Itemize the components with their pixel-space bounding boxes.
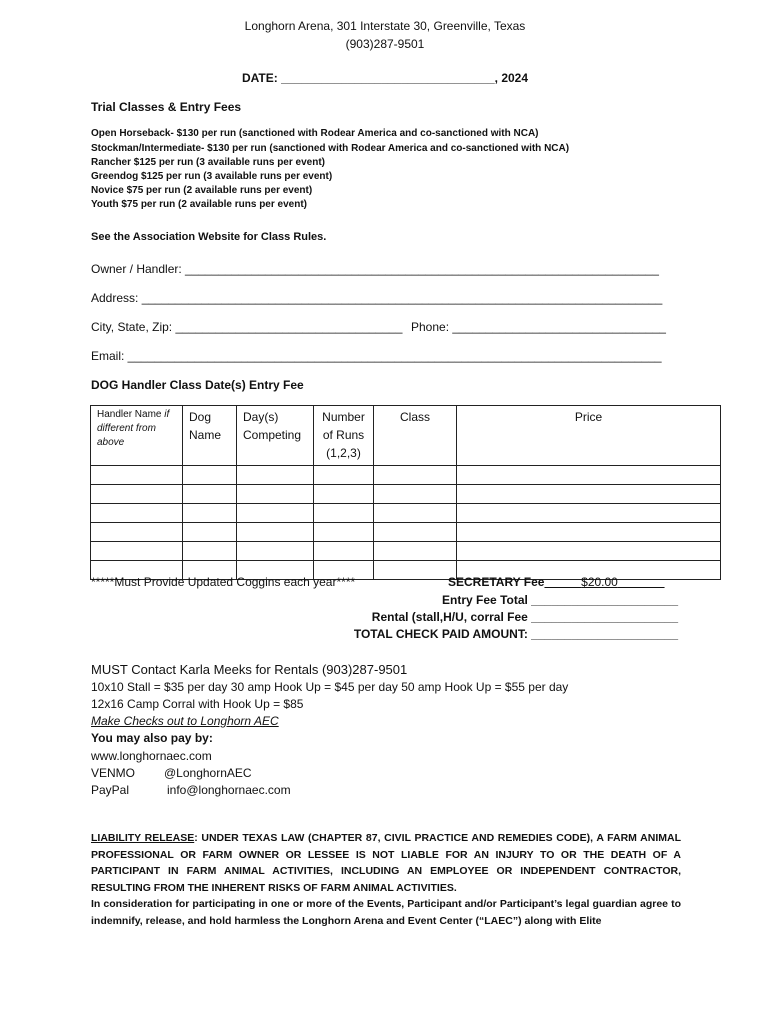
cell[interactable]	[91, 466, 183, 485]
cell[interactable]	[237, 542, 314, 561]
table-row[interactable]	[91, 542, 721, 561]
cell[interactable]	[457, 542, 721, 561]
pay-options-title: You may also pay by:	[91, 731, 213, 745]
entry-fee-total-field[interactable]: Entry Fee Total ______________________	[442, 593, 678, 607]
col-handler-note: if different from above	[97, 409, 170, 448]
cell[interactable]	[91, 485, 183, 504]
cell[interactable]	[237, 523, 314, 542]
camp-corral-line: 12x16 Camp Corral with Hook Up = $85	[91, 697, 304, 711]
venmo-label: VENMO	[91, 766, 136, 780]
cell[interactable]	[183, 485, 237, 504]
entry-table-title: DOG Handler Class Date(s) Entry Fee	[91, 378, 304, 392]
cell[interactable]	[91, 523, 183, 542]
cell[interactable]	[314, 485, 374, 504]
cell[interactable]	[237, 504, 314, 523]
owner-handler-field[interactable]: Owner / Handler: _______________________________________________________________________	[91, 262, 659, 276]
cell[interactable]	[374, 542, 457, 561]
col-number-of-runs: Number of Runs (1,2,3)	[314, 406, 374, 466]
paypal-email[interactable]: info@longhornaec.com	[167, 783, 291, 797]
cell[interactable]	[374, 523, 457, 542]
cell[interactable]	[457, 466, 721, 485]
cell[interactable]	[237, 466, 314, 485]
coggins-note: *****Must Provide Updated Coggins each year****	[91, 575, 356, 589]
class-fee-line: Rancher $125 per run (3 available runs per event)	[91, 157, 325, 168]
table-header-row	[91, 406, 721, 466]
rental-fee-field[interactable]: Rental (stall,H/U, corral Fee ______________________	[371, 610, 678, 624]
arena-phone: (903)287-9501	[345, 37, 425, 51]
rental-prices-line: 10x10 Stall = $35 per day 30 amp Hook Up = $45 per day 50 amp Hook Up = $55 per day	[91, 680, 569, 694]
cell[interactable]	[374, 504, 457, 523]
website-link[interactable]: www.longhornaec.com	[91, 749, 212, 763]
class-fee-line: Greendog $125 per run (3 available runs per event)	[91, 171, 333, 182]
cell[interactable]	[457, 504, 721, 523]
class-fee-line: Stockman/Intermediate- $130 per run (sanctioned with Rodear America and co-sanctioned with NCA)	[91, 143, 570, 154]
col-class: Class	[374, 406, 457, 466]
col-handler-name	[91, 406, 183, 466]
rental-contact: MUST Contact Karla Meeks for Rentals (903)287-9501	[91, 662, 408, 677]
secretary-fee-amount: $20.00	[581, 575, 618, 589]
table-row[interactable]	[91, 466, 721, 485]
liability-release-body: : UNDER TEXAS LAW (CHAPTER 87, CIVIL PRACTICE AND REMEDIES CODE), A FARM ANIMAL PROFESSIONAL OR FARM OWNER OR LESSEE IS NOT LIABLE FOR AN INJURY TO OR THE DEATH OF A PARTICIPANT IN FARM ANIMAL ACTIVITIES, INCLUDING AN EMPLOYEE OR INDEPENDENT CONTRACTOR, RESULTING FROM THE INHERENT RISKS OF FARM ANIMAL ACTIVITIES.	[91, 832, 682, 894]
city-state-zip-field[interactable]: City, State, Zip: __________________________________	[91, 320, 403, 334]
cell[interactable]	[314, 504, 374, 523]
cell[interactable]	[374, 466, 457, 485]
cell[interactable]	[237, 485, 314, 504]
classes-title: Trial Classes & Entry Fees	[91, 100, 242, 114]
total-check-field[interactable]: TOTAL CHECK PAID AMOUNT: ______________________	[353, 627, 678, 641]
cell[interactable]	[91, 542, 183, 561]
entry-table	[90, 405, 721, 580]
class-fee-line: Open Horseback- $130 per run (sanctioned with Rodear America and co-sanctioned with NCA)	[91, 128, 539, 139]
secretary-fee	[448, 575, 665, 589]
table-row[interactable]	[91, 523, 721, 542]
col-handler-label: Handler Name	[97, 409, 162, 420]
col-dog-name: Dog Name	[183, 406, 237, 466]
table-row[interactable]	[91, 485, 721, 504]
venmo-handle: @LonghornAEC	[164, 766, 252, 780]
cell[interactable]	[183, 504, 237, 523]
cell[interactable]	[183, 542, 237, 561]
cell[interactable]	[91, 504, 183, 523]
rules-note: See the Association Website for Class Rules.	[91, 231, 327, 243]
cell[interactable]	[314, 523, 374, 542]
secretary-fee-label: SECRETARY Fee	[448, 575, 545, 589]
col-price: Price	[457, 406, 721, 466]
make-checks-note: Make Checks out to Longhorn AEC	[91, 714, 279, 728]
liability-release-label: LIABILITY RELEASE	[91, 832, 195, 844]
class-fee-line: Novice $75 per run (2 available runs per event)	[91, 185, 313, 196]
col-days-competing: Day(s) Competing	[237, 406, 314, 466]
arena-address: Longhorn Arena, 301 Interstate 30, Greenville, Texas	[244, 19, 526, 33]
liability-release-text	[91, 830, 681, 896]
address-field[interactable]: Address: ______________________________________________________________________________	[91, 291, 663, 305]
cell[interactable]	[314, 542, 374, 561]
phone-field[interactable]: Phone: ________________________________	[411, 320, 666, 334]
secretary-fee-value	[544, 575, 664, 589]
table-row[interactable]	[91, 504, 721, 523]
cell[interactable]	[183, 466, 237, 485]
cell[interactable]	[314, 466, 374, 485]
paypal-label: PayPal	[91, 783, 130, 797]
cell[interactable]	[374, 561, 457, 580]
class-fee-line: Youth $75 per run (2 available runs per event)	[91, 199, 307, 210]
cell[interactable]	[374, 485, 457, 504]
cell[interactable]	[457, 523, 721, 542]
cell[interactable]	[457, 485, 721, 504]
cell[interactable]	[183, 523, 237, 542]
consideration-text: In consideration for participating in one or more of the Events, Participant and/or Participant’s legal guardian agree to indemnify, release, and hold harmless the Longhorn Arena and Event Center (“LAEC”) along with Elite	[91, 898, 681, 927]
email-field[interactable]: Email: ________________________________________________________________________________	[91, 349, 662, 363]
date-field[interactable]: DATE: ________________________________, 2024	[241, 71, 529, 85]
